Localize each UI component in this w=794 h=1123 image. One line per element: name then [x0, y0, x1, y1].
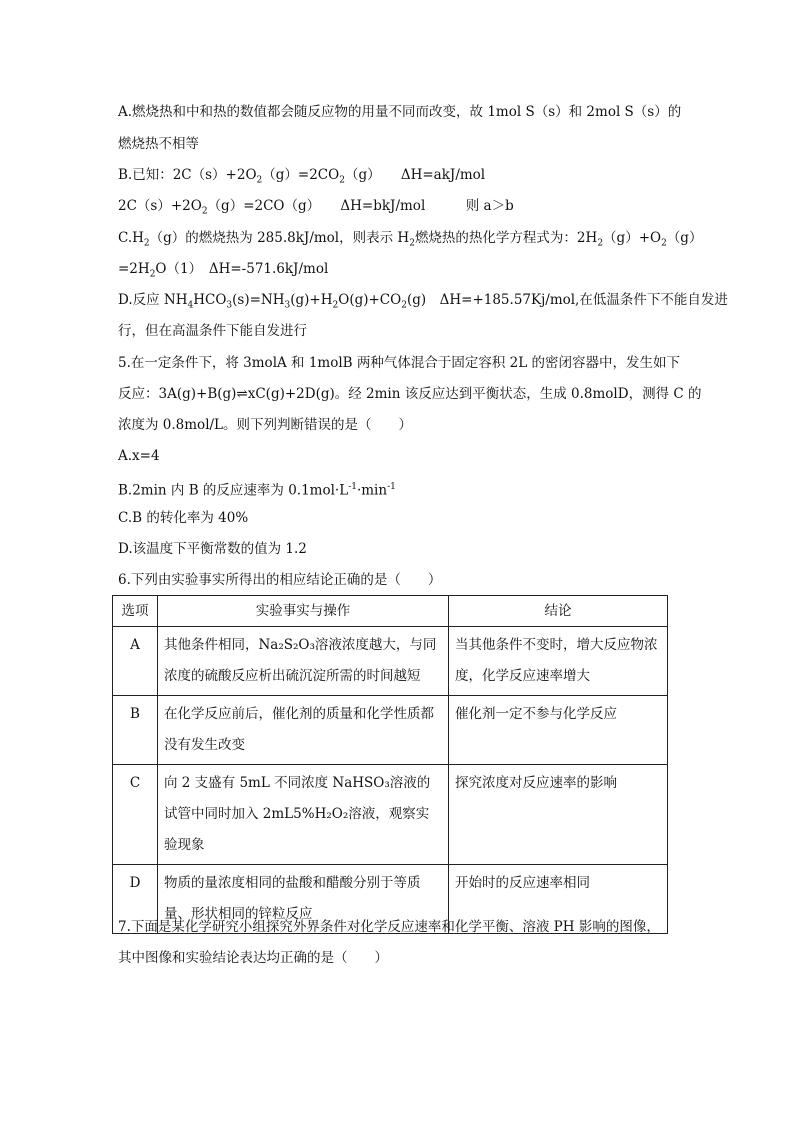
- q4-option-b-line1: B.已知：$2C(s)+2O_2(g)=2CO_2(g)$ ΔH=akJ/mol: [118, 167, 486, 186]
- q6-row-conclusion: 催化剂一定不参与化学反应: [449, 696, 668, 765]
- q5-stem-line3: 浓度为 0.8mol/L。则下列判断错误的是（ ）: [118, 417, 413, 433]
- q5-option-c: C.B 的转化率为 40%: [118, 510, 249, 526]
- q6-row-fact: 向 2 支盛有 5mL 不同浓度 NaHSO₃溶液的试管中同时加入 2mL5%H₂O₂溶液，观察实验现象: [158, 765, 449, 865]
- q6-header-row: [113, 596, 668, 627]
- q6-stem: 6.下列由实验事实所得出的相应结论正确的是（ ）: [118, 572, 442, 588]
- q6-header-option: 选项: [113, 596, 158, 627]
- q6-row-fact: 物质的量浓度相同的盐酸和醋酸分别于等质量、形状相同的锌粒反应: [158, 865, 449, 934]
- q5-option-a: A.x=4: [118, 448, 160, 464]
- q4-option-b-line2: $2C(s)+2O_2(g)=2CO(g)$ ΔH=bkJ/mol 则 a＞b: [118, 198, 514, 217]
- q6-row-option: C: [113, 765, 158, 865]
- table-row: [113, 627, 668, 696]
- q5-option-b: B.2min 内 B 的反应速率为 $0.1mol\cdot L^{-1}\cdot\min^{-1}$: [118, 482, 396, 499]
- q4-option-c-line2: $=2H_2O(1)$ ΔH=-571.6kJ/mol: [118, 261, 329, 280]
- q6-row-conclusion: 当其他条件不变时，增大反应物浓度，化学反应速率增大: [449, 627, 668, 696]
- q7-stem-line2: 其中图像和实验结论表达均正确的是（ ）: [118, 950, 388, 966]
- q6-row-conclusion: 开始时的反应速率相同: [449, 865, 668, 934]
- q6-header-conclusion: 结论: [449, 596, 668, 627]
- table-row: [113, 696, 668, 765]
- q4-option-d-line1: D.反应 $NH_4HCO_3(s)=NH_3(g)+H_2O(g)+CO_2(g)$ ΔH=+185.57Kj/mol,在低温条件下不能自发进: [118, 292, 728, 311]
- q6-header-fact: 实验事实与操作: [158, 596, 449, 627]
- q5-stem-line2: 反应：3A(g)+B(g)⇌xC(g)+2D(g)。经 2min 该反应达到平衡状态，生成 0.8molD，测得 C 的: [118, 386, 702, 402]
- q6-row-fact: 在化学反应前后，催化剂的质量和化学性质都没有发生改变: [158, 696, 449, 765]
- q4-option-d-line2: 行，但在高温条件下能自发进行: [118, 323, 307, 339]
- q6-row-conclusion: 探究浓度对反应速率的影响: [449, 765, 668, 865]
- q4-option-a-line2: 燃烧热不相等: [118, 136, 199, 152]
- q5-option-d: D.该温度下平衡常数的值为 1.2: [118, 541, 307, 557]
- q5-stem-line1: 5.在一定条件下，将 3molA 和 1molB 两种气体混合于固定容积 2L 的密闭容器中，发生如下: [118, 355, 681, 371]
- q4-option-c-line1: $C.H_2(g)$的燃烧热为 285.8kJ/mol，则表示 $H_2$燃烧热的热化学方程式为：$2H_2(g)+O_2(g)$: [118, 230, 703, 249]
- q6-row-option: D: [113, 865, 158, 934]
- q6-row-fact: 其他条件相同，Na₂S₂O₃溶液浓度越大，与同浓度的硫酸反应析出硫沉淀所需的时间越短: [158, 627, 449, 696]
- q6-row-option: B: [113, 696, 158, 765]
- q4-option-a-line1: A.燃烧热和中和热的数值都会随反应物的用量不同而改变，故 1mol S（s）和 2mol S（s）的: [118, 104, 682, 120]
- table-row: [113, 765, 668, 865]
- q6-table: [112, 595, 668, 934]
- q7-stem-line1: 7.下面是某化学研究小组探究外界条件对化学反应速率和化学平衡、溶液 PH 影响的图像，: [118, 919, 660, 935]
- q6-row-option: A: [113, 627, 158, 696]
